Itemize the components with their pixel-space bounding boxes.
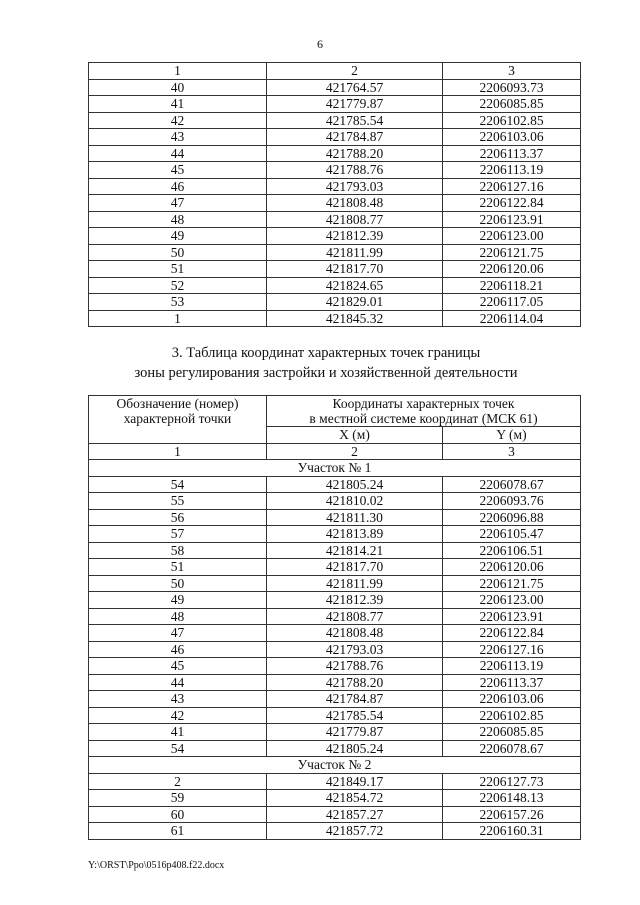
table-row [89, 592, 581, 609]
page-number: 6 [317, 37, 323, 51]
section-title [0, 343, 640, 383]
x-coordinate: 421788.76 [267, 162, 443, 179]
point-number: 50 [89, 244, 267, 261]
x-coordinate: 421788.76 [267, 658, 443, 675]
point-number: 45 [89, 658, 267, 675]
table-numbering-row [89, 443, 581, 460]
column-number: 1 [89, 443, 267, 460]
x-coordinate: 421779.87 [267, 724, 443, 741]
x-coordinate: 421811.99 [267, 575, 443, 592]
table-header-row [89, 396, 581, 427]
y-coordinate: 2206085.85 [443, 724, 581, 741]
x-coordinate: 421811.99 [267, 244, 443, 261]
x-coordinate: 421788.20 [267, 674, 443, 691]
table-row [89, 228, 581, 245]
table-row [89, 310, 581, 327]
table-row [89, 641, 581, 658]
section-row [89, 460, 581, 477]
x-coordinate: 421784.87 [267, 129, 443, 146]
point-number: 45 [89, 162, 267, 179]
section-row [89, 757, 581, 774]
table-row [89, 625, 581, 642]
y-coordinate: 2206096.88 [443, 509, 581, 526]
y-coordinate: 2206122.84 [443, 195, 581, 212]
table-row [89, 145, 581, 162]
point-number: 40 [89, 79, 267, 96]
y-coordinate: 2206093.73 [443, 79, 581, 96]
point-number: 52 [89, 277, 267, 294]
y-coordinate: 2206103.06 [443, 129, 581, 146]
y-coordinate: 2206117.05 [443, 294, 581, 311]
x-coordinate: 421808.77 [267, 608, 443, 625]
y-coordinate: 2206123.00 [443, 592, 581, 609]
x-coordinate: 421785.54 [267, 707, 443, 724]
point-number: 54 [89, 740, 267, 757]
x-coordinate: 421785.54 [267, 112, 443, 129]
x-coordinate: 421817.70 [267, 559, 443, 576]
header-line: в местной системе координат (МСК 61) [309, 411, 538, 426]
y-coordinate: 2206123.91 [443, 608, 581, 625]
point-number: 43 [89, 129, 267, 146]
table-row [89, 773, 581, 790]
regulation-zone-coordinates-table [88, 395, 581, 840]
table-row [89, 724, 581, 741]
table-row [89, 79, 581, 96]
x-coordinate: 421779.87 [267, 96, 443, 113]
x-coordinate: 421764.57 [267, 79, 443, 96]
y-coordinate: 2206121.75 [443, 244, 581, 261]
x-coordinate: 421788.20 [267, 145, 443, 162]
section-title-line-2: зоны регулирования застройки и хозяйственной деятельности [134, 365, 518, 381]
table-row [89, 674, 581, 691]
y-coordinate: 2206127.16 [443, 178, 581, 195]
point-number: 49 [89, 592, 267, 609]
x-header: X (м) [267, 427, 443, 444]
table-row [89, 476, 581, 493]
x-coordinate: 421854.72 [267, 790, 443, 807]
y-coordinate: 2206120.06 [443, 261, 581, 278]
point-number: 55 [89, 493, 267, 510]
table-row [89, 790, 581, 807]
x-coordinate: 421857.72 [267, 823, 443, 840]
point-number: 41 [89, 724, 267, 741]
coordinates-header [267, 396, 581, 427]
y-coordinate: 2206102.85 [443, 707, 581, 724]
point-number: 42 [89, 707, 267, 724]
point-number: 41 [89, 96, 267, 113]
point-number: 57 [89, 526, 267, 543]
y-coordinate: 2206085.85 [443, 96, 581, 113]
x-coordinate: 421808.48 [267, 195, 443, 212]
header-line: Координаты характерных точек [332, 396, 515, 411]
point-number: 53 [89, 294, 267, 311]
column-number: 3 [443, 443, 581, 460]
table-row [89, 294, 581, 311]
x-coordinate: 421814.21 [267, 542, 443, 559]
point-number: 54 [89, 476, 267, 493]
y-coordinate: 2206093.76 [443, 493, 581, 510]
point-number: 49 [89, 228, 267, 245]
column-number: 2 [267, 443, 443, 460]
x-coordinate: 421813.89 [267, 526, 443, 543]
x-coordinate: 421817.70 [267, 261, 443, 278]
table-row [89, 211, 581, 228]
x-coordinate: 421784.87 [267, 691, 443, 708]
table-row [89, 559, 581, 576]
x-coordinate: 421857.27 [267, 806, 443, 823]
table-row [89, 542, 581, 559]
y-coordinate: 2206122.84 [443, 625, 581, 642]
x-coordinate: 421808.48 [267, 625, 443, 642]
table-numbering-row [89, 63, 581, 80]
y-header: Y (м) [443, 427, 581, 444]
table-row [89, 509, 581, 526]
y-coordinate: 2206127.16 [443, 641, 581, 658]
y-coordinate: 2206102.85 [443, 112, 581, 129]
table-row [89, 823, 581, 840]
table-row [89, 277, 581, 294]
point-number: 58 [89, 542, 267, 559]
point-number: 1 [89, 310, 267, 327]
y-coordinate: 2206123.91 [443, 211, 581, 228]
y-coordinate: 2206127.73 [443, 773, 581, 790]
table-row [89, 195, 581, 212]
point-number: 42 [89, 112, 267, 129]
column-number: 1 [89, 63, 267, 80]
x-coordinate: 421811.30 [267, 509, 443, 526]
y-coordinate: 2206114.04 [443, 310, 581, 327]
table-row [89, 96, 581, 113]
y-coordinate: 2206157.26 [443, 806, 581, 823]
y-coordinate: 2206113.19 [443, 162, 581, 179]
point-number: 2 [89, 773, 267, 790]
table-row [89, 806, 581, 823]
point-number: 56 [89, 509, 267, 526]
x-coordinate: 421845.32 [267, 310, 443, 327]
column-number: 3 [443, 63, 581, 80]
file-path-footer: Y:\ORST\Ppo\0516p408.f22.docx [88, 860, 225, 871]
y-coordinate: 2206118.21 [443, 277, 581, 294]
x-coordinate: 421829.01 [267, 294, 443, 311]
table-row [89, 608, 581, 625]
y-coordinate: 2206105.47 [443, 526, 581, 543]
table-row [89, 129, 581, 146]
y-coordinate: 2206113.37 [443, 674, 581, 691]
point-number: 44 [89, 145, 267, 162]
table-row [89, 244, 581, 261]
table-row [89, 178, 581, 195]
point-number: 51 [89, 559, 267, 576]
point-number: 51 [89, 261, 267, 278]
y-coordinate: 2206113.19 [443, 658, 581, 675]
table-row [89, 526, 581, 543]
table-row [89, 740, 581, 757]
coordinates-table-continued [88, 62, 581, 327]
section-title-cell: Участок № 1 [89, 460, 581, 477]
x-coordinate: 421824.65 [267, 277, 443, 294]
point-number: 47 [89, 625, 267, 642]
header-line: характерной точки [123, 411, 232, 426]
point-number: 47 [89, 195, 267, 212]
point-number: 43 [89, 691, 267, 708]
table-row [89, 493, 581, 510]
point-number: 61 [89, 823, 267, 840]
column-number: 2 [267, 63, 443, 80]
y-coordinate: 2206113.37 [443, 145, 581, 162]
point-number: 48 [89, 608, 267, 625]
table-row [89, 707, 581, 724]
section-title-cell: Участок № 2 [89, 757, 581, 774]
point-number: 46 [89, 178, 267, 195]
x-coordinate: 421793.03 [267, 178, 443, 195]
table-row [89, 691, 581, 708]
point-designation-header [89, 396, 267, 444]
x-coordinate: 421812.39 [267, 228, 443, 245]
point-number: 48 [89, 211, 267, 228]
x-coordinate: 421849.17 [267, 773, 443, 790]
table-row [89, 112, 581, 129]
y-coordinate: 2206148.13 [443, 790, 581, 807]
table-row [89, 575, 581, 592]
point-number: 46 [89, 641, 267, 658]
y-coordinate: 2206078.67 [443, 740, 581, 757]
x-coordinate: 421805.24 [267, 740, 443, 757]
point-number: 59 [89, 790, 267, 807]
y-coordinate: 2206121.75 [443, 575, 581, 592]
y-coordinate: 2206078.67 [443, 476, 581, 493]
x-coordinate: 421805.24 [267, 476, 443, 493]
section-title-line-1: 3. Таблица координат характерных точек границы [171, 345, 481, 361]
y-coordinate: 2206123.00 [443, 228, 581, 245]
table-row [89, 658, 581, 675]
x-coordinate: 421808.77 [267, 211, 443, 228]
table-row [89, 162, 581, 179]
y-coordinate: 2206103.06 [443, 691, 581, 708]
x-coordinate: 421810.02 [267, 493, 443, 510]
y-coordinate: 2206106.51 [443, 542, 581, 559]
x-coordinate: 421793.03 [267, 641, 443, 658]
x-coordinate: 421812.39 [267, 592, 443, 609]
table-row [89, 261, 581, 278]
y-coordinate: 2206120.06 [443, 559, 581, 576]
point-number: 44 [89, 674, 267, 691]
header-line: Обозначение (номер) [116, 396, 239, 411]
point-number: 50 [89, 575, 267, 592]
y-coordinate: 2206160.31 [443, 823, 581, 840]
point-number: 60 [89, 806, 267, 823]
